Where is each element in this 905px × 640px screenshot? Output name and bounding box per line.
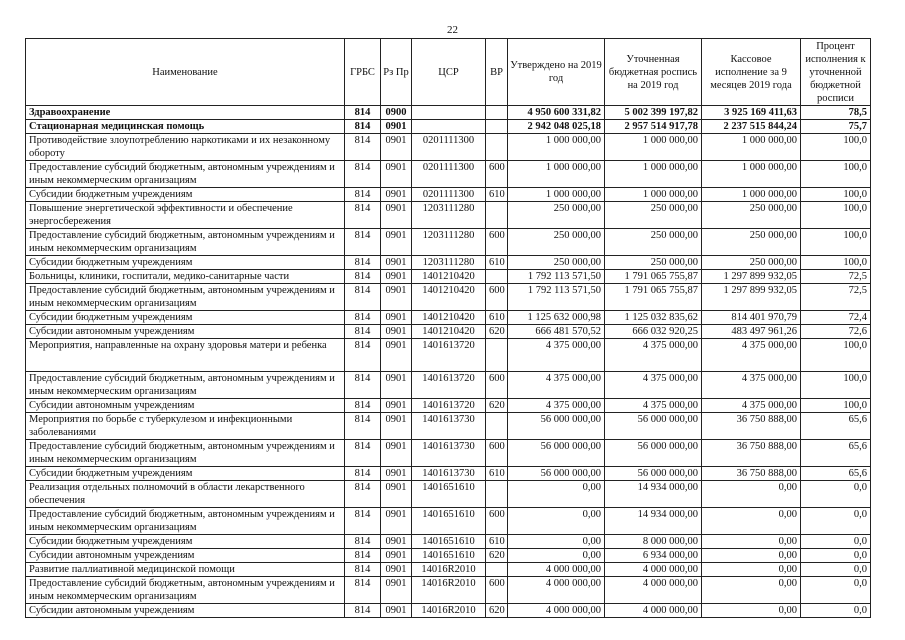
cell-csr: 1203111280 [412, 229, 486, 256]
cell-percent: 100,0 [801, 134, 871, 161]
table-row [26, 188, 871, 202]
cell-refined: 4 000 000,00 [605, 577, 702, 604]
cell-percent: 100,0 [801, 202, 871, 229]
cell-csr: 0201111300 [412, 188, 486, 202]
cell-percent: 0,0 [801, 577, 871, 604]
cell-csr: 1401613730 [412, 467, 486, 481]
cell-approved: 56 000 000,00 [508, 467, 605, 481]
header-approved: Утверждено на 2019 год [508, 39, 605, 106]
cell-percent: 75,7 [801, 120, 871, 134]
cell-approved: 4 000 000,00 [508, 577, 605, 604]
cell-grbs: 814 [345, 372, 381, 399]
cell-grbs: 814 [345, 508, 381, 535]
table-row [26, 481, 871, 508]
cell-rzpr: 0901 [381, 161, 412, 188]
cell-refined: 250 000,00 [605, 256, 702, 270]
cell-vr [486, 339, 508, 372]
cell-percent: 0,0 [801, 535, 871, 549]
cell-cash: 0,00 [702, 577, 801, 604]
cell-percent: 100,0 [801, 256, 871, 270]
cell-refined: 1 000 000,00 [605, 188, 702, 202]
cell-rzpr: 0901 [381, 325, 412, 339]
header-percent: Процент исполнения к уточненной бюджетной росписи [801, 39, 871, 106]
cell-cash: 4 375 000,00 [702, 372, 801, 399]
cell-percent: 100,0 [801, 161, 871, 188]
cell-refined: 4 375 000,00 [605, 339, 702, 372]
cell-name: Субсидии бюджетным учреждениям [26, 535, 345, 549]
table-row [26, 202, 871, 229]
cell-csr: 1401613730 [412, 440, 486, 467]
cell-refined: 250 000,00 [605, 229, 702, 256]
header-cash: Кассовое исполнение за 9 месяцев 2019 года [702, 39, 801, 106]
cell-cash: 1 000 000,00 [702, 188, 801, 202]
cell-cash: 483 497 961,26 [702, 325, 801, 339]
cell-percent: 65,6 [801, 413, 871, 440]
cell-rzpr: 0901 [381, 508, 412, 535]
cell-rzpr: 0900 [381, 106, 412, 120]
cell-cash: 814 401 970,79 [702, 311, 801, 325]
cell-refined: 6 934 000,00 [605, 549, 702, 563]
cell-name: Субсидии автономным учреждениям [26, 399, 345, 413]
cell-grbs: 814 [345, 549, 381, 563]
cell-refined: 4 000 000,00 [605, 563, 702, 577]
cell-vr: 620 [486, 325, 508, 339]
cell-vr: 610 [486, 311, 508, 325]
cell-csr: 1401613720 [412, 339, 486, 372]
cell-refined: 4 000 000,00 [605, 604, 702, 618]
cell-csr: 14016R2010 [412, 563, 486, 577]
cell-cash: 4 375 000,00 [702, 399, 801, 413]
cell-vr: 600 [486, 440, 508, 467]
cell-refined: 1 125 032 835,62 [605, 311, 702, 325]
cell-name: Субсидии автономным учреждениям [26, 325, 345, 339]
cell-csr: 1401210420 [412, 270, 486, 284]
table-row [26, 120, 871, 134]
cell-refined: 56 000 000,00 [605, 440, 702, 467]
cell-name: Предоставление субсидий бюджетным, автономным учреждениям и иным некоммерческим организациям [26, 229, 345, 256]
cell-vr: 600 [486, 508, 508, 535]
cell-cash: 36 750 888,00 [702, 413, 801, 440]
cell-name: Стационарная медицинская помощь [26, 120, 345, 134]
table-row [26, 399, 871, 413]
cell-approved: 250 000,00 [508, 202, 605, 229]
cell-rzpr: 0901 [381, 256, 412, 270]
cell-rzpr: 0901 [381, 372, 412, 399]
cell-approved: 0,00 [508, 481, 605, 508]
cell-name: Субсидии бюджетным учреждениям [26, 256, 345, 270]
cell-percent: 100,0 [801, 229, 871, 256]
table-row [26, 467, 871, 481]
cell-cash: 250 000,00 [702, 229, 801, 256]
cell-name: Предоставление субсидий бюджетным, автономным учреждениям и иным некоммерческим организациям [26, 161, 345, 188]
cell-grbs: 814 [345, 106, 381, 120]
cell-rzpr: 0901 [381, 399, 412, 413]
cell-approved: 56 000 000,00 [508, 440, 605, 467]
cell-percent: 0,0 [801, 481, 871, 508]
cell-approved: 4 000 000,00 [508, 563, 605, 577]
header-vr: ВР [486, 39, 508, 106]
cell-vr: 620 [486, 549, 508, 563]
cell-grbs: 814 [345, 311, 381, 325]
cell-vr: 600 [486, 284, 508, 311]
cell-grbs: 814 [345, 413, 381, 440]
table-row [26, 256, 871, 270]
cell-grbs: 814 [345, 284, 381, 311]
cell-name: Субсидии бюджетным учреждениям [26, 467, 345, 481]
cell-name: Субсидии бюджетным учреждениям [26, 188, 345, 202]
cell-rzpr: 0901 [381, 134, 412, 161]
cell-name: Развитие паллиативной медицинской помощи [26, 563, 345, 577]
cell-rzpr: 0901 [381, 284, 412, 311]
cell-csr: 1401651610 [412, 481, 486, 508]
cell-grbs: 814 [345, 256, 381, 270]
cell-grbs: 814 [345, 440, 381, 467]
cell-name: Реализация отдельных полномочий в области лекарственного обеспечения [26, 481, 345, 508]
cell-grbs: 814 [345, 467, 381, 481]
cell-approved: 0,00 [508, 508, 605, 535]
cell-rzpr: 0901 [381, 563, 412, 577]
table-row [26, 284, 871, 311]
cell-csr: 1401210420 [412, 311, 486, 325]
cell-grbs: 814 [345, 339, 381, 372]
cell-refined: 1 000 000,00 [605, 161, 702, 188]
cell-cash: 1 297 899 932,05 [702, 270, 801, 284]
cell-cash: 0,00 [702, 535, 801, 549]
cell-csr: 1401651610 [412, 535, 486, 549]
cell-rzpr: 0901 [381, 535, 412, 549]
cell-vr: 610 [486, 535, 508, 549]
cell-name: Предоставление субсидий бюджетным, автономным учреждениям и иным некоммерческим организациям [26, 508, 345, 535]
cell-rzpr: 0901 [381, 188, 412, 202]
cell-percent: 72,4 [801, 311, 871, 325]
cell-grbs: 814 [345, 325, 381, 339]
cell-approved: 1 125 632 000,98 [508, 311, 605, 325]
table-row [26, 440, 871, 467]
cell-vr [486, 120, 508, 134]
cell-name: Противодействие злоупотреблению наркотиками и их незаконному обороту [26, 134, 345, 161]
cell-name: Субсидии автономным учреждениям [26, 549, 345, 563]
cell-approved: 1 000 000,00 [508, 188, 605, 202]
cell-cash: 1 000 000,00 [702, 134, 801, 161]
cell-vr [486, 563, 508, 577]
cell-refined: 1 791 065 755,87 [605, 284, 702, 311]
cell-cash: 36 750 888,00 [702, 440, 801, 467]
header-grbs: ГРБС [345, 39, 381, 106]
cell-cash: 0,00 [702, 481, 801, 508]
cell-vr: 600 [486, 577, 508, 604]
cell-cash: 0,00 [702, 604, 801, 618]
cell-csr: 1401613730 [412, 413, 486, 440]
cell-cash: 0,00 [702, 508, 801, 535]
cell-percent: 0,0 [801, 604, 871, 618]
cell-percent: 72,6 [801, 325, 871, 339]
cell-approved: 250 000,00 [508, 229, 605, 256]
table-row [26, 372, 871, 399]
table-row [26, 106, 871, 120]
cell-rzpr: 0901 [381, 549, 412, 563]
cell-csr: 0201111300 [412, 134, 486, 161]
header-rzpr: Рз Пр [381, 39, 412, 106]
cell-refined: 2 957 514 917,78 [605, 120, 702, 134]
cell-rzpr: 0901 [381, 577, 412, 604]
cell-refined: 14 934 000,00 [605, 508, 702, 535]
cell-cash: 0,00 [702, 563, 801, 577]
cell-csr: 14016R2010 [412, 577, 486, 604]
cell-csr [412, 120, 486, 134]
cell-vr: 610 [486, 467, 508, 481]
cell-percent: 0,0 [801, 549, 871, 563]
cell-name: Больницы, клиники, госпитали, медико-санитарные части [26, 270, 345, 284]
cell-grbs: 814 [345, 563, 381, 577]
table-row [26, 413, 871, 440]
cell-rzpr: 0901 [381, 339, 412, 372]
table-header-row [26, 39, 871, 106]
table-row [26, 161, 871, 188]
cell-approved: 666 481 570,52 [508, 325, 605, 339]
cell-vr [486, 106, 508, 120]
cell-rzpr: 0901 [381, 120, 412, 134]
cell-name: Здравоохранение [26, 106, 345, 120]
cell-cash: 1 297 899 932,05 [702, 284, 801, 311]
cell-percent: 65,6 [801, 440, 871, 467]
cell-refined: 666 032 920,25 [605, 325, 702, 339]
cell-refined: 4 375 000,00 [605, 399, 702, 413]
cell-csr [412, 106, 486, 120]
cell-refined: 56 000 000,00 [605, 413, 702, 440]
cell-refined: 1 000 000,00 [605, 134, 702, 161]
table-row [26, 563, 871, 577]
cell-percent: 100,0 [801, 372, 871, 399]
cell-name: Мероприятия, направленные на охрану здоровья матери и ребенка [26, 339, 345, 372]
cell-approved: 2 942 048 025,18 [508, 120, 605, 134]
cell-name: Предоставление субсидий бюджетным, автономным учреждениям и иным некоммерческим организациям [26, 372, 345, 399]
cell-grbs: 814 [345, 134, 381, 161]
cell-csr: 0201111300 [412, 161, 486, 188]
cell-approved: 4 375 000,00 [508, 372, 605, 399]
cell-grbs: 814 [345, 399, 381, 413]
table-row [26, 339, 871, 372]
cell-grbs: 814 [345, 161, 381, 188]
cell-rzpr: 0901 [381, 481, 412, 508]
cell-vr: 600 [486, 372, 508, 399]
cell-csr: 1401651610 [412, 508, 486, 535]
cell-name: Предоставление субсидий бюджетным, автономным учреждениям и иным некоммерческим организациям [26, 577, 345, 604]
cell-csr: 1401613720 [412, 399, 486, 413]
table-row [26, 270, 871, 284]
cell-grbs: 814 [345, 604, 381, 618]
table-body [26, 106, 871, 618]
cell-vr: 620 [486, 604, 508, 618]
cell-approved: 4 950 600 331,82 [508, 106, 605, 120]
cell-name: Субсидии бюджетным учреждениям [26, 311, 345, 325]
cell-rzpr: 0901 [381, 440, 412, 467]
cell-vr [486, 270, 508, 284]
cell-percent: 72,5 [801, 270, 871, 284]
cell-refined: 250 000,00 [605, 202, 702, 229]
cell-csr: 1401651610 [412, 549, 486, 563]
cell-approved: 4 375 000,00 [508, 399, 605, 413]
cell-name: Предоставление субсидий бюджетным, автономным учреждениям и иным некоммерческим организациям [26, 284, 345, 311]
cell-approved: 4 000 000,00 [508, 604, 605, 618]
cell-refined: 14 934 000,00 [605, 481, 702, 508]
cell-approved: 4 375 000,00 [508, 339, 605, 372]
table-row [26, 311, 871, 325]
cell-vr: 610 [486, 188, 508, 202]
cell-cash: 3 925 169 411,63 [702, 106, 801, 120]
cell-approved: 0,00 [508, 549, 605, 563]
cell-csr: 1401210420 [412, 325, 486, 339]
cell-percent: 78,5 [801, 106, 871, 120]
cell-refined: 8 000 000,00 [605, 535, 702, 549]
cell-cash: 2 237 515 844,24 [702, 120, 801, 134]
budget-table [25, 38, 871, 618]
cell-vr [486, 413, 508, 440]
cell-csr: 1203111280 [412, 256, 486, 270]
cell-rzpr: 0901 [381, 229, 412, 256]
cell-grbs: 814 [345, 229, 381, 256]
cell-rzpr: 0901 [381, 270, 412, 284]
cell-vr [486, 202, 508, 229]
table-row [26, 549, 871, 563]
cell-name: Предоставление субсидий бюджетным, автономным учреждениям и иным некоммерческим организациям [26, 440, 345, 467]
cell-approved: 1 792 113 571,50 [508, 270, 605, 284]
cell-vr [486, 481, 508, 508]
cell-cash: 36 750 888,00 [702, 467, 801, 481]
cell-percent: 100,0 [801, 339, 871, 372]
cell-refined: 56 000 000,00 [605, 467, 702, 481]
cell-grbs: 814 [345, 481, 381, 508]
header-name: Наименование [26, 39, 345, 106]
cell-rzpr: 0901 [381, 311, 412, 325]
cell-rzpr: 0901 [381, 604, 412, 618]
cell-percent: 0,0 [801, 508, 871, 535]
cell-rzpr: 0901 [381, 413, 412, 440]
cell-vr [486, 134, 508, 161]
cell-vr: 620 [486, 399, 508, 413]
cell-csr: 1401613720 [412, 372, 486, 399]
cell-approved: 1 000 000,00 [508, 161, 605, 188]
cell-approved: 56 000 000,00 [508, 413, 605, 440]
header-csr: ЦСР [412, 39, 486, 106]
cell-approved: 250 000,00 [508, 256, 605, 270]
cell-approved: 1 792 113 571,50 [508, 284, 605, 311]
table-row [26, 134, 871, 161]
table-row [26, 325, 871, 339]
cell-percent: 0,0 [801, 563, 871, 577]
cell-vr: 600 [486, 229, 508, 256]
cell-grbs: 814 [345, 535, 381, 549]
cell-csr: 14016R2010 [412, 604, 486, 618]
cell-percent: 65,6 [801, 467, 871, 481]
cell-grbs: 814 [345, 270, 381, 284]
cell-vr: 610 [486, 256, 508, 270]
cell-percent: 100,0 [801, 399, 871, 413]
page-number: 22 [447, 24, 458, 36]
cell-name: Повышение энергетической эффективности и обеспечение энергосбережения [26, 202, 345, 229]
cell-vr: 600 [486, 161, 508, 188]
table-row [26, 508, 871, 535]
cell-cash: 4 375 000,00 [702, 339, 801, 372]
cell-cash: 1 000 000,00 [702, 161, 801, 188]
cell-approved: 1 000 000,00 [508, 134, 605, 161]
table-row [26, 535, 871, 549]
cell-refined: 5 002 399 197,82 [605, 106, 702, 120]
cell-cash: 250 000,00 [702, 202, 801, 229]
cell-grbs: 814 [345, 577, 381, 604]
cell-grbs: 814 [345, 120, 381, 134]
cell-grbs: 814 [345, 202, 381, 229]
cell-approved: 0,00 [508, 535, 605, 549]
table-row [26, 604, 871, 618]
table-row [26, 577, 871, 604]
header-refined: Уточненная бюджетная роспись на 2019 год [605, 39, 702, 106]
cell-csr: 1401210420 [412, 284, 486, 311]
cell-cash: 250 000,00 [702, 256, 801, 270]
cell-rzpr: 0901 [381, 467, 412, 481]
cell-percent: 100,0 [801, 188, 871, 202]
cell-csr: 1203111280 [412, 202, 486, 229]
cell-refined: 1 791 065 755,87 [605, 270, 702, 284]
cell-refined: 4 375 000,00 [605, 372, 702, 399]
cell-grbs: 814 [345, 188, 381, 202]
cell-name: Мероприятия по борьбе с туберкулезом и инфекционными заболеваниями [26, 413, 345, 440]
table-row [26, 229, 871, 256]
cell-percent: 72,5 [801, 284, 871, 311]
cell-rzpr: 0901 [381, 202, 412, 229]
cell-name: Субсидии автономным учреждениям [26, 604, 345, 618]
cell-cash: 0,00 [702, 549, 801, 563]
